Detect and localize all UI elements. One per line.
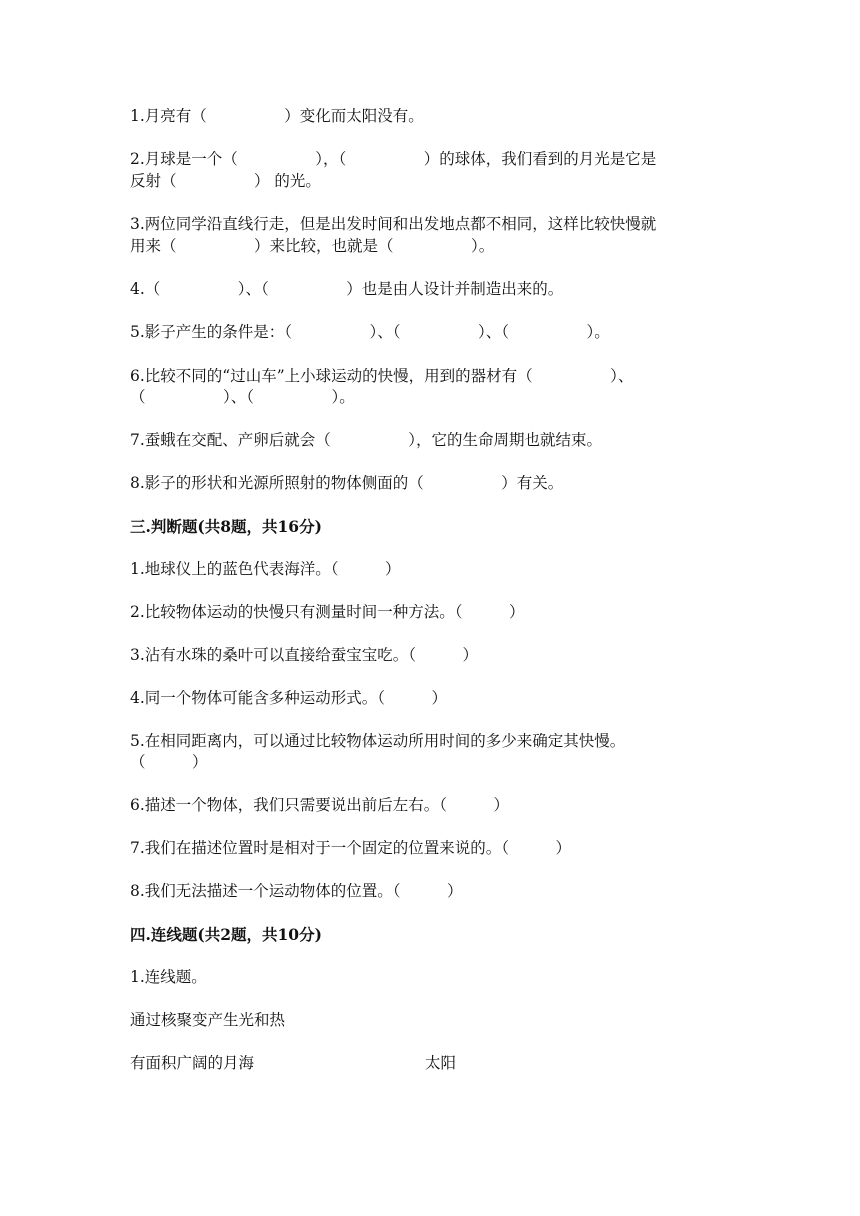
fill-question-3-line-2: 用来（ ）来比较，也就是（ ）。: [130, 237, 495, 255]
match-left-item-1: 通过核聚变产生光和热: [130, 1011, 286, 1029]
match-right-item-1: 太阳: [425, 1054, 457, 1072]
fill-question-6-line-1: 6.比较不同的“过山车”上小球运动的快慢，用到的器材有（ ）、: [130, 367, 634, 385]
fill-question-4: 4.（ ）、（ ）也是由人设计并制造出来的。: [130, 280, 564, 298]
fill-question-7: 7.蚕蛾在交配、产卵后就会（ ），它的生命周期也就结束。: [130, 431, 603, 449]
judge-question-7: 7.我们在描述位置时是相对于一个固定的位置来说的。（ ）: [130, 839, 572, 857]
fill-question-2-line-2: 反射（ ） 的光。: [130, 172, 321, 190]
judge-question-8: 8.我们无法描述一个运动物体的位置。（ ）: [130, 882, 463, 900]
judge-question-1: 1.地球仪上的蓝色代表海洋。（ ）: [130, 560, 401, 578]
section-heading-match: 四.连线题(共2题，共10分): [130, 925, 322, 944]
section-heading-judge: 三.判断题(共8题，共16分): [130, 517, 322, 536]
fill-question-1: 1.月亮有（ ）变化而太阳没有。: [130, 107, 424, 125]
judge-question-4: 4.同一个物体可能含多种运动形式。（ ）: [130, 689, 448, 707]
fill-question-3-line-1: 3.两位同学沿直线行走，但是出发时间和出发地点都不相同，这样比较快慢就: [130, 215, 657, 233]
judge-question-5-line-1: 5.在相同距离内，可以通过比较物体运动所用时间的多少来确定其快慢。: [130, 732, 626, 750]
fill-question-6-line-2: （ ）、（ ）。: [130, 388, 355, 406]
judge-question-6: 6.描述一个物体，我们只需要说出前后左右。（ ）: [130, 796, 510, 814]
fill-question-2-line-1: 2.月球是一个（ ），（ ）的球体，我们看到的月光是它是: [130, 150, 657, 168]
match-question-1: 1.连线题。: [130, 968, 207, 986]
match-left-item-2: 有面积广阔的月海: [130, 1054, 255, 1072]
judge-question-2: 2.比较物体运动的快慢只有测量时间一种方法。（ ）: [130, 603, 525, 621]
judge-question-3: 3.沾有水珠的桑叶可以直接给蚕宝宝吃。（ ）: [130, 646, 479, 664]
fill-question-8: 8.影子的形状和光源所照射的物体侧面的（ ）有关。: [130, 474, 564, 492]
judge-question-5-line-2: （ ）: [130, 753, 208, 771]
fill-question-5: 5.影子产生的条件是：（ ）、（ ）、（ ）。: [130, 323, 610, 341]
